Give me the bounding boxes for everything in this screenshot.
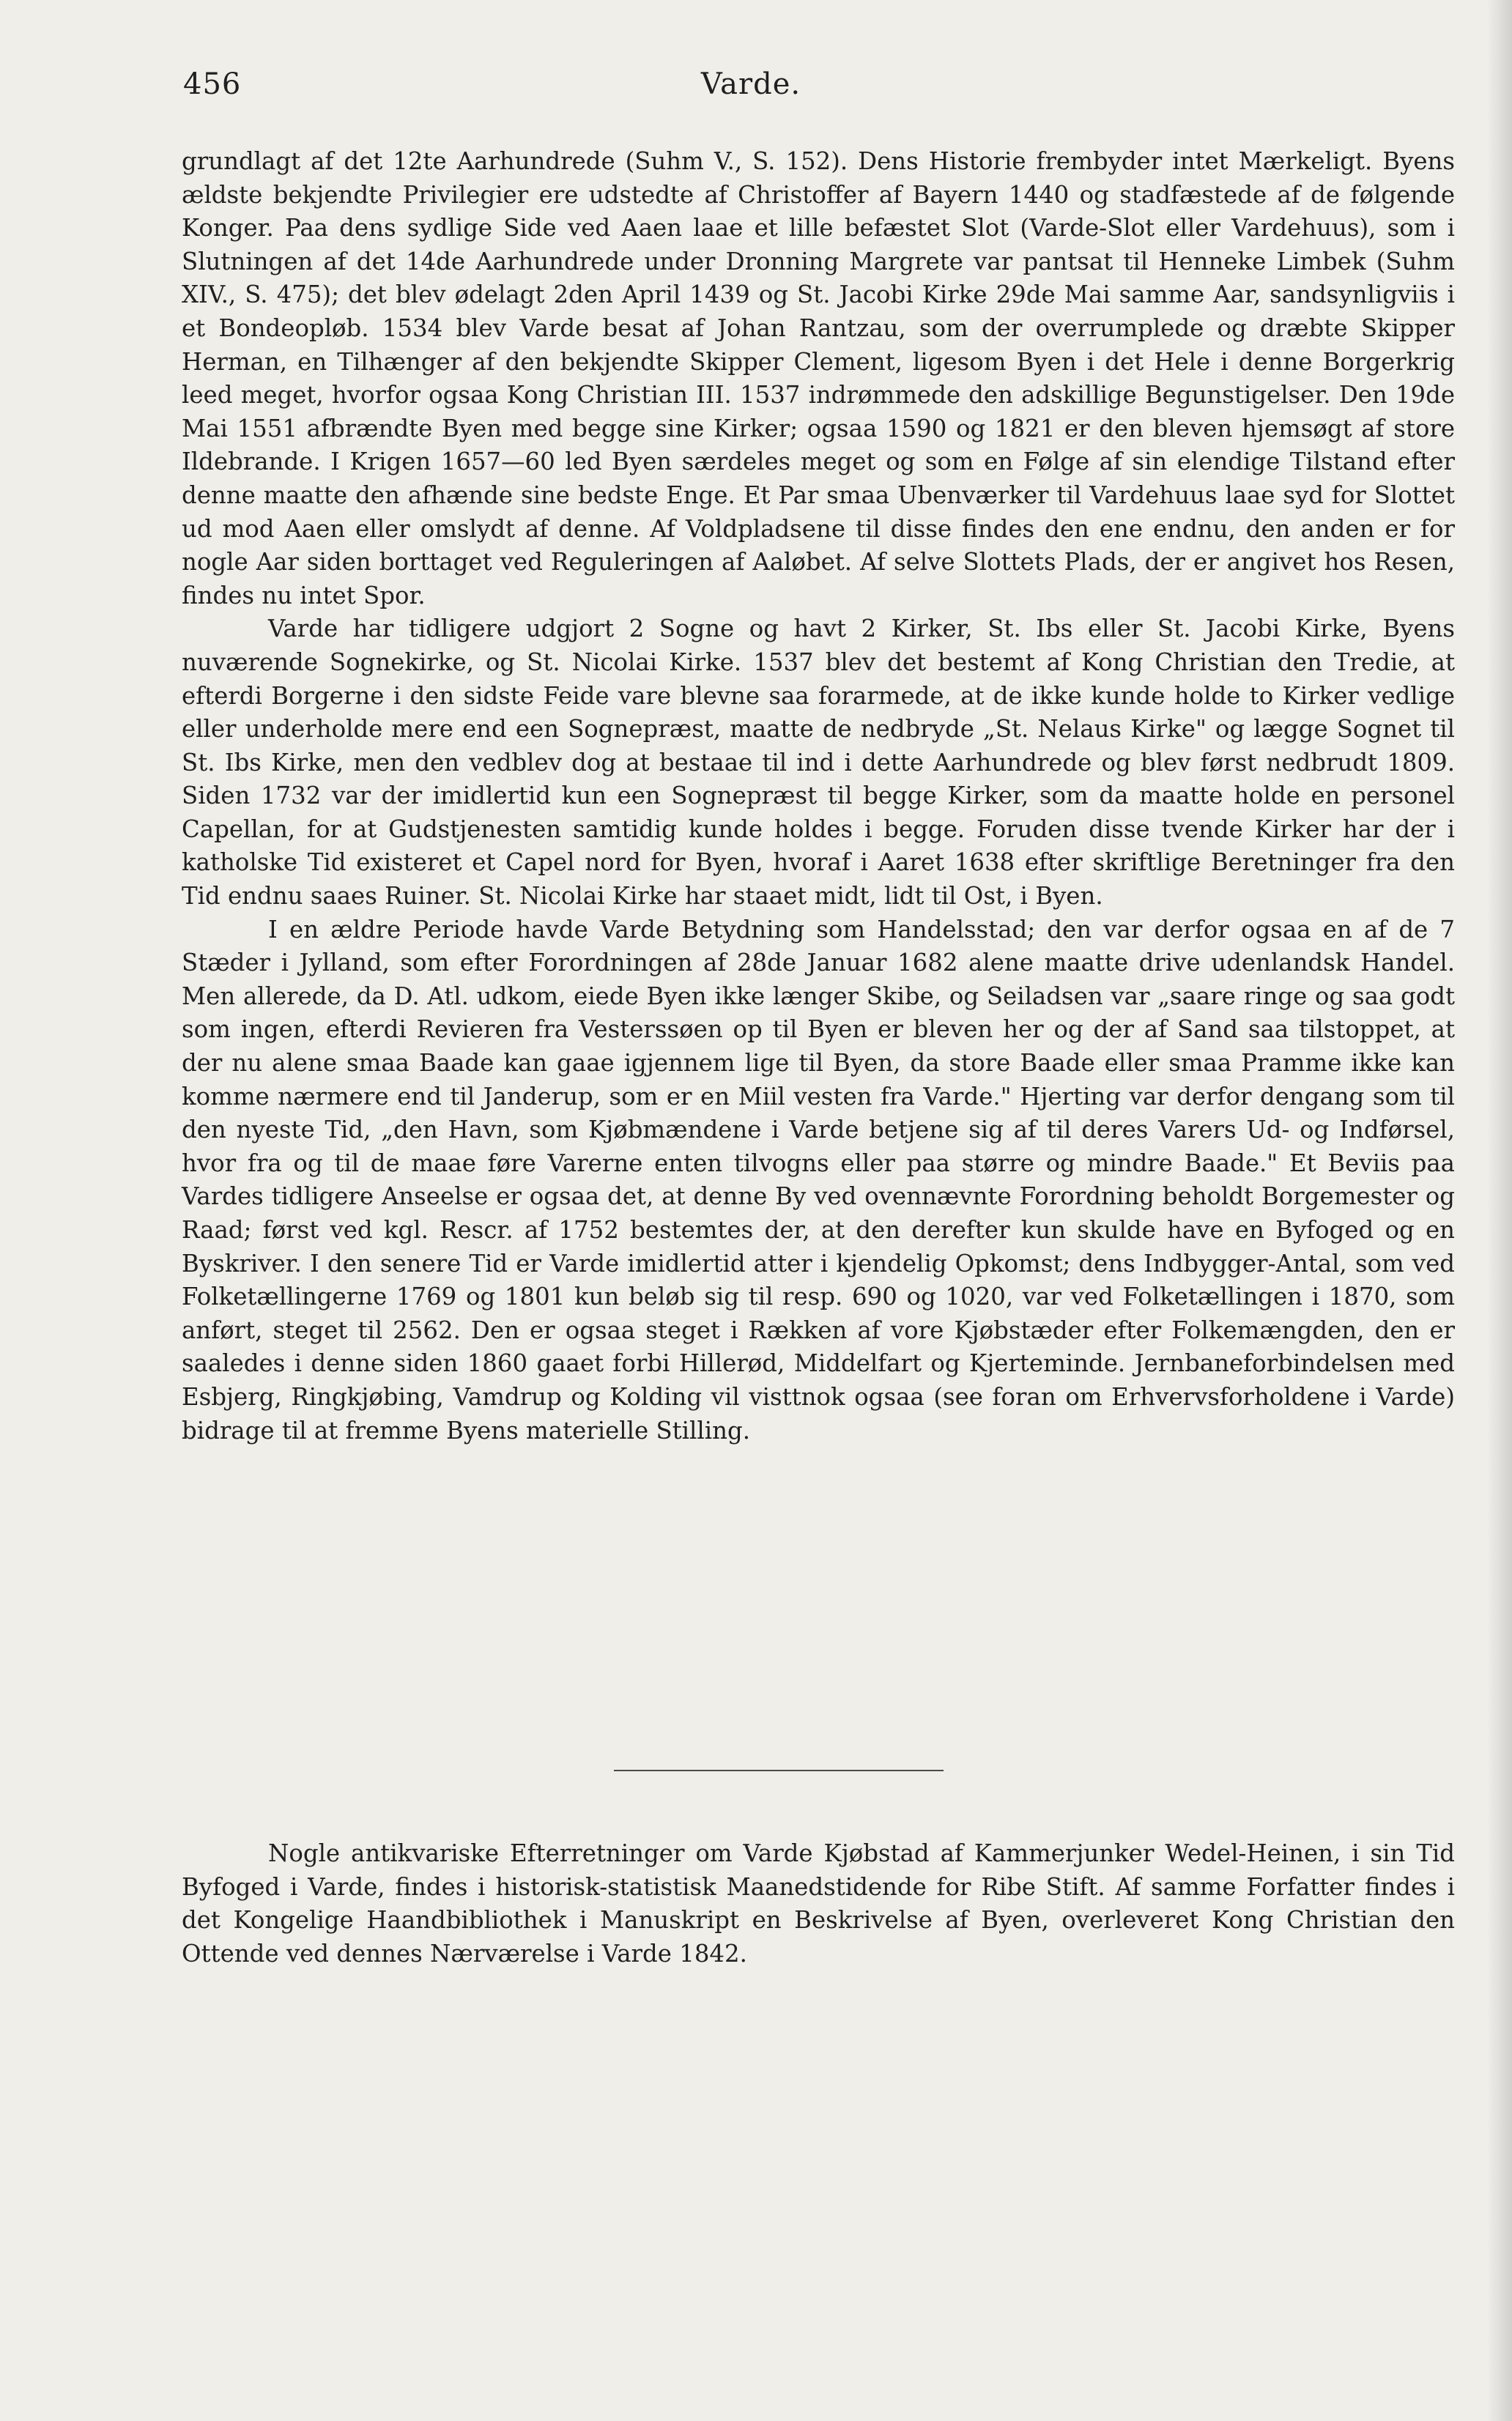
footnote-block — [182, 1837, 1455, 1970]
paragraph-history: grundlagt af det 12te Aarhundrede (Suhm V., S. 152). Dens Historie frembyder intet Mærkeligt. Byens ældste bekjendte Privilegier ere udstedte af Christoffer af Bayern 1440 og stadfæstede af de følgende Konger. Paa dens sydlige Side ved Aaen laae et lille befæstet Slot (Varde-Slot eller Vardehuus), som i Slutningen af det 14de Aarhundrede under Dronning Margrete var pantsat til Henneke Limbek (Suhm XIV., S. 475); det blev ødelagt 2den April 1439 og St. Jacobi Kirke 29de Mai samme Aar, sandsynligviis i et Bondeopløb. 1534 blev Varde besat af Johan Rantzau, som der overrumplede og dræbte Skipper Herman, en Tilhænger af den bekjendte Skipper Clement, ligesom Byen i det Hele i denne Borgerkrig leed meget, hvorfor ogsaa Kong Christian III. 1537 indrømmede den adskillige Begunstigelser. Den 19de Mai 1551 afbrændte Byen med begge sine Kirker; ogsaa 1590 og 1821 er den bleven hjemsøgt af store Ildebrande. I Krigen 1657—60 led Byen særdeles meget og som en Følge af sin elendige Tilstand efter denne maatte den afhænde sine bedste Enge. Et Par smaa Ubenværker til Vardehuus laae syd for Slottet ud mod Aaen eller omslydt af denne. Af Voldpladsene til disse findes den ene endnu, den anden er for nogle Aar siden borttaget ved Reguleringen af Aaløbet. Af selve Slottets Plads, der er angivet hos Resen, findes nu intet Spor. — [182, 147, 1455, 609]
paragraph-trade: I en ældre Periode havde Varde Betydning som Handelsstad; den var derfor ogsaa en af de 7 Stæder i Jylland, som efter Forordningen af 28de Januar 1682 alene maatte drive udenlandsk Handel. Men allerede, da D. Atl. udkom, eiede Byen ikke længer Skibe, og Seiladsen var „saare ringe og saa godt som ingen, efterdi Revieren fra Vesterssøen op til Byen er bleven her og der af Sand saa tilstoppet, at der nu alene smaa Baade kan gaae igjennem lige til Byen, da store Baade eller smaa Pramme ikke kan komme nærmere end til Janderup, som er en Miil vesten fra Varde." Hjerting var derfor dengang som til den nyeste Tid, „den Havn, som Kjøbmændene i Varde betjene sig af til deres Varers Ud- og Indførsel, hvor fra og til de maae føre Varerne enten tilvogns eller paa større og mindre Baade." Et Beviis paa Vardes tidligere Anseelse er ogsaa det, at denne By ved ovennævnte Forordning beholdt Borgemester og Raad; først ved kgl. Rescr. af 1752 bestemtes der, at den derefter kun skulde have en Byfoged og en Byskriver. I den senere Tid er Varde imidlertid atter i kjendelig Opkomst; dens Indbygger-Antal, som ved Folketællingerne 1769 og 1801 kun beløb sig til resp. 690 og 1020, var ved Folketællingen i 1870, som anført, steget til 2562. Den er ogsaa steget i Rækken af vore Kjøbstæder efter Folkemængden, den er saaledes i denne siden 1860 gaaet forbi Hillerød, Middelfart og Kjerteminde. Jernbaneforbindelsen med Esbjerg, Ringkjøbing, Vamdrup og Kolding vil visttnok ogsaa (see foran om Erhvervsforholdene i Varde) bidrage til at fremme Byens materielle Stilling. — [182, 915, 1455, 1445]
page-edge-shadow — [1487, 0, 1512, 2421]
page-header — [183, 67, 1319, 111]
paragraph-churches: Varde har tidligere udgjort 2 Sogne og havt 2 Kirker, St. Ibs eller St. Jacobi Kirke, Byens nuværende Sognekirke, og St. Nicolai Kirke. 1537 blev det bestemt af Kong Christian den Tredie, at efterdi Borgerne i den sidste Feide vare blevne saa forarmede, at de ikke kunde holde to Kirker vedlige eller underholde mere end een Sognepræst, maatte de nedbryde „St. Nelaus Kirke" og lægge Sognet til St. Ibs Kirke, men den vedblev dog at bestaae til ind i dette Aarhundrede og blev først nedbrudt 1809. Siden 1732 var der imidlertid kun een Sognepræst til begge Kirker, som da maatte holde en personel Capellan, for at Gudstjenesten samtidig kunde holdes i begge. Foruden disse tvende Kirker har der i katholske Tid existeret et Capel nord for Byen, hvoraf i Aaret 1638 efter skriftlige Beretninger fra den Tid endnu saaes Ruiner. St. Nicolai Kirke har staaet midt, lidt til Ost, i Byen. — [182, 615, 1455, 911]
footnote-text: Nogle antikvariske Efterretninger om Varde Kjøbstad af Kammerjunker Wedel-Heinen, i sin Tid Byfoged i Varde, findes i historisk-statistisk Maanedstidende for Ribe Stift. Af samme Forfatter findes i det Kongelige Haandbibliothek i Manuskript en Beskrivelse af Byen, overleveret Kong Christian den Ottende ved dennes Nærværelse i Varde 1842. — [182, 1839, 1455, 1968]
section-divider — [614, 1770, 944, 1771]
main-text — [182, 145, 1455, 1447]
page-number: 456 — [183, 67, 242, 101]
running-title: Varde. — [700, 67, 801, 101]
